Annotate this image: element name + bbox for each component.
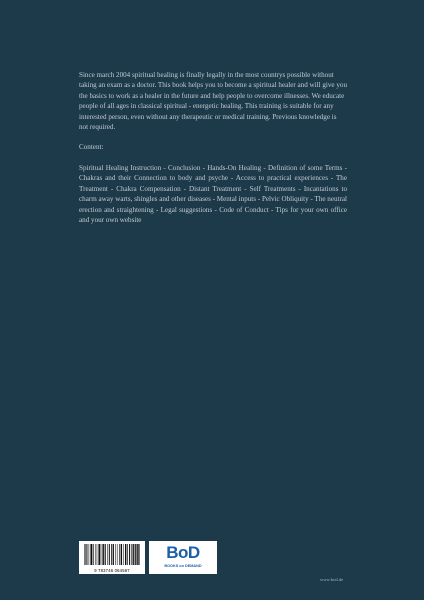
content-heading: Content: (79, 143, 104, 151)
barcode-bars (83, 544, 141, 565)
blurb-paragraph: Since march 2004 spiritual healing is finally legally in the most countrys possible without taking an exam as a doctor. This book helps you to become a spiritual healer and will give you the basics to work as a healer in the future and help people to overcome illnesses. We educate people of all ages in classical spiritual - energetic healing. This training is suitable for any interested person, even without any therapeutic or medical training. Previous knowledge is not required. (79, 71, 347, 132)
isbn-barcode (79, 541, 145, 574)
barcode-number: 9 783746 064567 (94, 568, 130, 573)
publisher-tagline: BOOKS on DEMAND (164, 564, 202, 568)
content-list: Spiritual Healing Instruction - Conclusion - Hands-On Healing - Definition of some Terms - Chakras and their Connection to body and psyche - Access to practical experiences - The Treatment - Chakra Compensation - Distant Treatment - Self Treatments - Incantations to charm away warts, shingles and other diseases - Mental inputs - Pelvic Obliquity - The neutral erection and straightening - Legal suggestions - Code of Conduct - Tips for your own office and your own website (79, 164, 347, 225)
publisher-logo-mark: BoD (166, 543, 200, 562)
publisher-website: www.bod.de (320, 577, 344, 582)
publisher-logo (149, 541, 217, 574)
